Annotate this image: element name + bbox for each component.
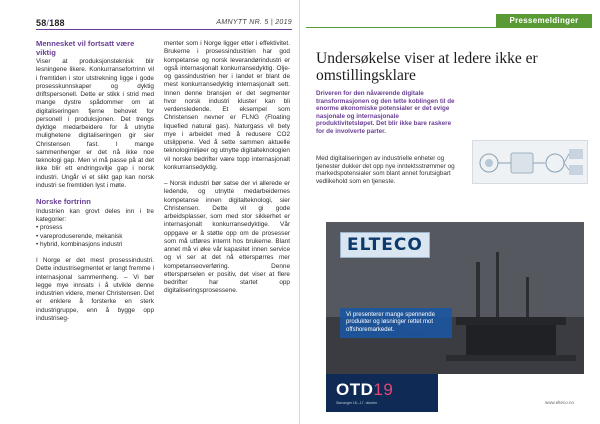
paragraph: menter som i Norge ligger etter i effektivitet. Brukerne i prosessindustrien har god kompetanse og norsk leverandørindustri er også internasjonalt konkurransedyktig. Olje- og gassindustrien her i landet er blant de mest konkurransedyktig internasjonalt sett. Innen denne bransjen er det segmenter hvor norsk industri kluster kan bli verdensledende. Et eksempel som Christensen nevner er FLNG (Floating liquefied natural gas). Naturgass vil bety mye i arbeidet med å redusere CO2 utslippene. Ved å sette sammen aktuelle teknologimiljøer og utnytte digitalteknologien vil norske bedrifter være topp internasjonalt konkurransedyktig. [164, 40, 290, 171]
otd-subtitle: Stavanger 16.–17. oktober [336, 401, 378, 405]
elteco-logo: ELTECO [340, 232, 430, 258]
article-body: Med digitaliseringen av industrielle enheter og tjenester dukker det opp nye inntektsstrømmer og markedspotensialer som blant annet forutsigbart vedlikehold som en tjeneste. [316, 155, 455, 185]
publication-label: AMNYTT NR. 5 | 2019 [216, 19, 292, 26]
bullet-list [36, 224, 154, 249]
otd-banner [326, 374, 438, 412]
article-headline: Undersøkelse viser at ledere ikke er omstillingsklare [316, 50, 538, 84]
list-item: • vareproduserende, mekanisk [36, 233, 154, 241]
advertisement[interactable] [326, 222, 584, 412]
page-number: 58/188 [36, 18, 65, 28]
article-ingress: Driveren for den nåværende digitale transformasjonen og den tette koblingen til de enorme økonomiske potensialer er det evige nasjonale og internasjonale produktivitetsløpet. Det blir ikke bare raskere for de involverte parter. [316, 90, 455, 135]
subheading: Mennesket vil fortsatt være viktig [36, 39, 135, 57]
list-item: • hybrid, kombinasjons industri [36, 241, 154, 249]
right-page-header [306, 14, 592, 28]
article-column-1 [36, 40, 154, 323]
paragraph: Industrien kan grovt deles inn i tre kategorier: [36, 207, 154, 224]
header-divider [306, 27, 496, 28]
paragraph: I Norge er det mest prosessindustri. Dette industrisegmentet er langt fremme i internasjonal sammenheng. – Vi bør legge mye innsats i å utvikle denne industrien videre, mener Christensen. Det er enklere å forsterke en sterk industrigruppe, enn å bygge opp industriseg- [36, 257, 154, 322]
ad-url-link[interactable]: www.elteco.no [544, 400, 574, 405]
article-column-2 [164, 40, 290, 296]
section-tab: Pressemeldinger [496, 14, 592, 28]
ad-footer [326, 374, 584, 412]
paragraph: Viser at produksjonsteknisk blir lesningene likere. Konkurransefortrinn vil i fremtiden i stor utstrekning ligge i gode prosesskunnskaper og dyktig driftspersonell. Dette er stikk i strid med mange dystre spådommer om at digitaliseringen fjerne behovet for personell i produksjonen. Det trengs dyktige medarbeidere for å utnytte mulighetene digitaliseringen gir sier Christensen fast. I mange sammenhenger er det nå ikke noe teknologi gap. Men vi må passe på at det ikke blir ett endringsvilje gap i norsk industri. Ungår vi et slikt gap kan norsk industri se fremtiden lyst i møte. [36, 58, 154, 189]
subheading: Norske fortrinn [36, 197, 91, 207]
list-item: • prosess [36, 224, 154, 232]
left-page-header [36, 18, 292, 30]
diagram-graphic [473, 141, 589, 185]
ad-message: Vi presenterer mange spennende produkter og løsninger rettet mot offshoremarkedet. [340, 308, 452, 338]
paragraph: – Norsk industri bør satse der vi allerede er ledende, og utnytte medarbeidernes kompetanse innen digitalteknologi, sier Christensen. Dette vil gi gode arbeidsplasser, som med stor sikkerhet er internasjonalt konkurransedyktige. Vår oppgave er å støtte opp om de prosesser som må utføres internt hos brukerne. Blant annet må vi øke vår kapasitet innen service og vi ser at det nå etterspørres mer kompetanseoverføring. Denne etterspørselen er positiv, det viser at flere bedrifter har startet opp digitaliseringsprosessene. [164, 180, 290, 295]
right-page [300, 0, 600, 424]
transformation-diagram [472, 140, 588, 184]
otd-logo: OTD19 [336, 380, 394, 399]
